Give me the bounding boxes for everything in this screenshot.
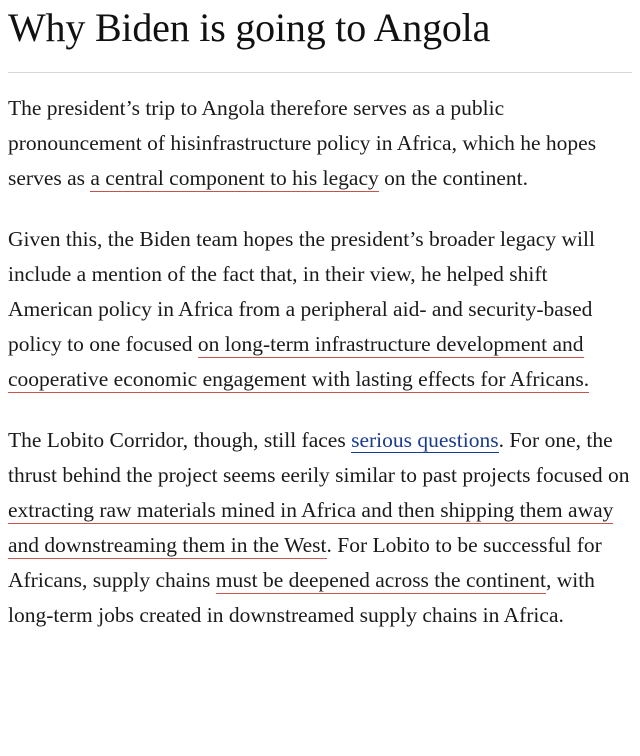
article-paragraph [8,91,632,196]
paragraph-text: on the continent. [378,166,529,190]
page-title: Why Biden is going to Angola [8,5,491,50]
paragraph-text: , with long-term jobs created in downstreamed supply chains in Africa. [8,568,595,627]
highlighted-text: a central component to his legacy [90,166,379,190]
paragraph-text: The Lobito Corridor, though, still faces [8,428,352,452]
paragraph-text: . For one, the thrust behind the project seems eerily similar to past projects focused on [8,428,630,487]
highlighted-text: must be deepened across the continent [215,568,546,592]
article-paragraph [8,423,632,633]
article-container [0,6,640,633]
inline-link[interactable]: serious questions [351,428,499,452]
highlighted-text: extracting raw materials mined in Africa and then shipping them away and downstreaming them in the West [8,498,614,557]
article-body [8,91,632,633]
paragraph-text: Given this, the Biden team hopes the president’s broader legacy will include a mention of the fact that, in their view, he helped shift American policy in Africa from a peripheral aid- and security-based policy to one focused [8,227,595,356]
highlighted-text: on long-term infrastructure development and cooperative economic engagement with lasting effects for Africans. [8,332,590,391]
article-paragraph [8,222,632,397]
paragraph-text: The president’s trip to Angola therefore serves as a public pronouncement of hisinfrastructure policy in Africa, which he hopes serves as [8,96,597,190]
headline-divider [8,72,632,73]
paragraph-text: . For Lobito to be successful for Africans, supply chains [8,533,602,592]
